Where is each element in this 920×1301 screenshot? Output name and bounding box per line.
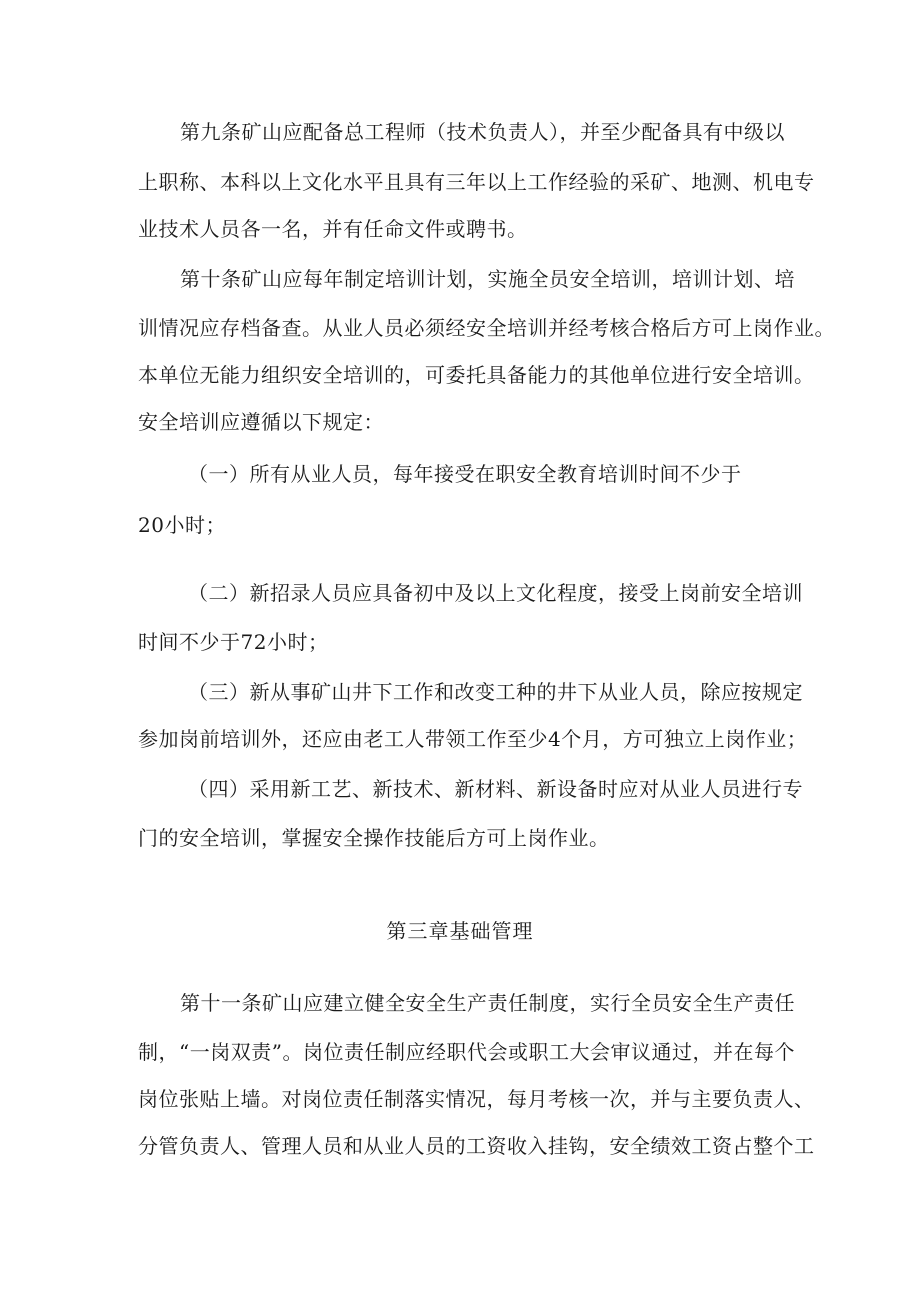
article-10-line-3: 本单位无能力组织安全培训的，可委托具备能力的其他单位进行安全培训。 [138,363,815,387]
article-11-line-4: 分管负责人、管理人员和从业人员的工资收入挂钩，安全绩效工资占整个工 [138,1134,815,1158]
item-4-line-1: （四）采用新工艺、新技术、新材料、新设备时应对从业人员进行专 [188,777,803,801]
article-11-line-3: 岗位张贴上墙。对岗位责任制落实情况，每月考核一次，并与主要负责人、 [138,1087,815,1111]
item-2-line-2: 时间不少于72小时； [138,630,329,654]
article-9-line-3: 业技术人员各一名，并有任命文件或聘书。 [138,217,528,241]
article-9-line-1: 第九条矿山应配备总工程师（技术负责人），并至少配备具有中级以 [180,120,785,144]
chapter-3-heading: 第三章基础管理 [386,919,534,943]
item-2-line-1: （二）新招录人员应具备初中及以上文化程度，接受上岗前安全培训 [188,581,803,605]
article-11-line-1: 第十一条矿山应建立健全安全生产责任制度，实行全员安全生产责任 [180,991,795,1015]
article-10-line-1: 第十条矿山应每年制定培训计划，实施全员安全培训，培训计划、培 [180,267,795,291]
article-10-line-2: 训情况应存档备查。从业人员必须经安全培训并经考核合格后方可上岗作业。 [138,316,835,340]
item-3-line-1: （三）新从事矿山井下工作和改变工种的井下从业人员，除应按规定 [188,680,803,704]
item-3-line-2: 参加岗前培训外，还应由老工人带领工作至少4个月，方可独立上岗作业； [138,727,808,751]
item-1-line-2: 20小时； [138,513,226,537]
article-10-line-4: 安全培训应遵循以下规定： [138,410,384,434]
item-1-line-1: （一）所有从业人员，每年接受在职安全教育培训时间不少于 [188,462,742,486]
article-11-line-2: 制，“一岗双责”。岗位责任制应经职代会或职工大会审议通过，并在每个 [138,1040,795,1064]
item-4-line-2: 门的安全培训，掌握安全操作技能后方可上岗作业。 [138,826,610,850]
article-9-line-2: 上职称、本科以上文化水平且具有三年以上工作经验的采矿、地测、机电专 [138,170,815,194]
